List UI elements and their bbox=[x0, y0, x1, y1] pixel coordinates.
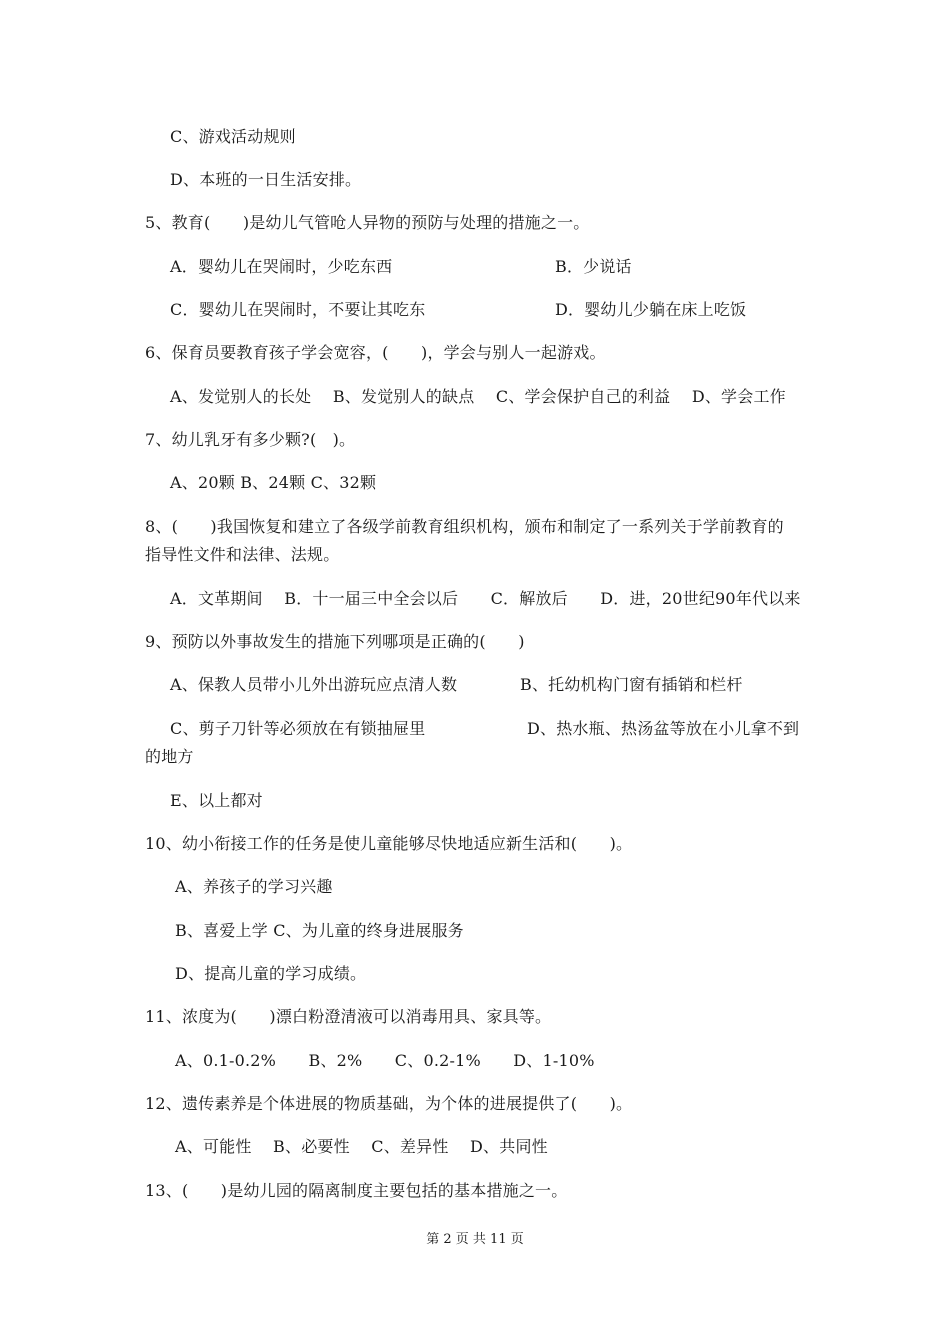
q11-stem: 11、浓度为( )漂白粉澄清液可以消毒用具、家具等。 bbox=[145, 1007, 552, 1026]
q10-option-bc: B、喜爱上学 C、为儿童的终身进展服务 bbox=[175, 921, 464, 940]
q10-option-a: A、养孩子的学习兴趣 bbox=[175, 877, 333, 896]
q9-option-d-line2: 的地方 bbox=[145, 747, 194, 766]
q8-options: A．文革期间 B．十一届三中全会以后 C．解放后 D．进，20世纪90年代以来 bbox=[170, 589, 801, 608]
q9-option-d-line1: D、热水瓶、热汤盆等放在小儿拿不到 bbox=[527, 719, 800, 738]
q8-stem-line1: 8、( )我国恢复和建立了各级学前教育组织机构，颁布和制定了一系列关于学前教育的 bbox=[145, 517, 784, 536]
q12-options: A、可能性 B、必要性 C、差异性 D、共同性 bbox=[175, 1137, 548, 1156]
q4-option-c: C、游戏活动规则 bbox=[170, 127, 296, 146]
q5-stem: 5、教育( )是幼儿气管呛人异物的预防与处理的措施之一。 bbox=[145, 213, 590, 232]
q12-stem: 12、遗传素养是个体进展的物质基础，为个体的进展提供了( )。 bbox=[145, 1094, 633, 1113]
q7-stem: 7、幼儿乳牙有多少颗?( )。 bbox=[145, 430, 356, 449]
q10-option-d: D、提高儿童的学习成绩。 bbox=[175, 964, 367, 983]
q11-options: A、0.1-0.2% B、2% C、0.2-1% D、1-10% bbox=[175, 1051, 595, 1070]
q6-stem: 6、保育员要教育孩子学会宽容，( )，学会与别人一起游戏。 bbox=[145, 343, 606, 362]
q13-stem: 13、( )是幼儿园的隔离制度主要包括的基本措施之一。 bbox=[145, 1181, 568, 1200]
q9-option-a: A、保教人员带小儿外出游玩应点清人数 bbox=[170, 675, 458, 694]
q5-option-c: C．婴幼儿在哭闹时，不要让其吃东 bbox=[170, 300, 426, 319]
q7-options: A、20颗 B、24颗 C、32颗 bbox=[170, 473, 377, 492]
q5-option-b: B．少说话 bbox=[555, 257, 632, 276]
q9-option-e: E、以上都对 bbox=[170, 791, 263, 810]
q9-option-c: C、剪子刀针等必须放在有锁抽屉里 bbox=[170, 719, 426, 738]
q5-option-d: D．婴幼儿少躺在床上吃饭 bbox=[555, 300, 747, 319]
q4-option-d: D、本班的一日生活安排。 bbox=[170, 170, 362, 189]
q9-stem: 9、预防以外事故发生的措施下列哪项是正确的( ) bbox=[145, 632, 525, 651]
q10-stem: 10、幼小衔接工作的任务是使儿童能够尽快地适应新生活和( )。 bbox=[145, 834, 633, 853]
q8-stem-line2: 指导性文件和法律、法规。 bbox=[145, 545, 340, 564]
q6-options: A、发觉别人的长处 B、发觉别人的缺点 C、学会保护自己的利益 D、学会工作 bbox=[170, 387, 786, 406]
q9-option-b: B、托幼机构门窗有插销和栏杆 bbox=[520, 675, 743, 694]
page-footer: 第 2 页 共 11 页 bbox=[426, 1232, 524, 1247]
q5-option-a: A．婴幼儿在哭闹时，少吃东西 bbox=[170, 257, 393, 276]
